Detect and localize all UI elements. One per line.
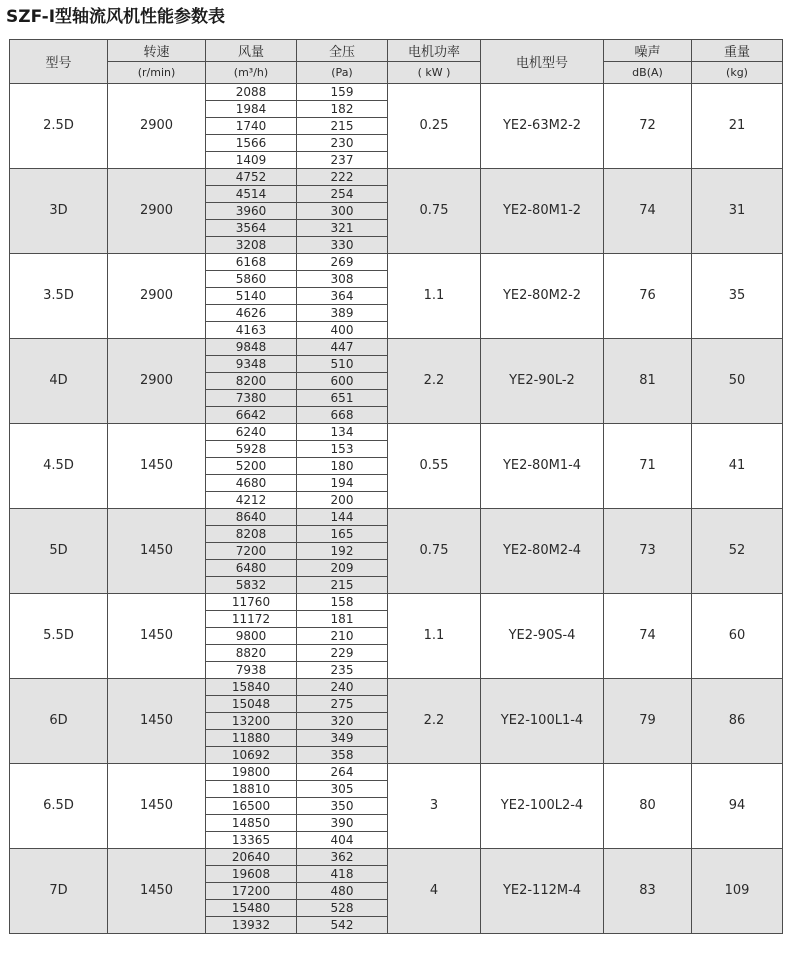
table-body [10, 84, 783, 934]
weight-cell: 50 [692, 339, 783, 424]
motor-cell: YE2-100L2-4 [481, 764, 604, 849]
speed-cell: 2900 [108, 254, 206, 339]
pressure-cell: 192 [297, 543, 388, 560]
pressure-cell: 180 [297, 458, 388, 475]
airflow-cell: 5140 [206, 288, 297, 305]
header-speed-unit: (r/min) [108, 62, 206, 84]
airflow-cell: 4514 [206, 186, 297, 203]
pressure-cell: 528 [297, 900, 388, 917]
pressure-cell: 330 [297, 237, 388, 254]
header-power-unit: ( kW ) [388, 62, 481, 84]
model-cell: 6D [10, 679, 108, 764]
power-cell: 0.75 [388, 509, 481, 594]
table-row [10, 339, 783, 356]
airflow-cell: 6240 [206, 424, 297, 441]
pressure-cell: 134 [297, 424, 388, 441]
header-power: 电机功率 [388, 40, 481, 62]
airflow-cell: 4626 [206, 305, 297, 322]
pressure-cell: 321 [297, 220, 388, 237]
pressure-cell: 364 [297, 288, 388, 305]
model-cell: 7D [10, 849, 108, 934]
power-cell: 0.55 [388, 424, 481, 509]
weight-cell: 86 [692, 679, 783, 764]
pressure-cell: 215 [297, 577, 388, 594]
pressure-cell: 404 [297, 832, 388, 849]
airflow-cell: 5860 [206, 271, 297, 288]
pressure-cell: 215 [297, 118, 388, 135]
header-noise: 噪声 [604, 40, 692, 62]
pressure-cell: 237 [297, 152, 388, 169]
speed-cell: 2900 [108, 339, 206, 424]
page-title: SZF-I型轴流风机性能参数表 [6, 7, 226, 27]
header-model: 型号 [10, 40, 108, 84]
pressure-cell: 389 [297, 305, 388, 322]
airflow-cell: 5200 [206, 458, 297, 475]
table-row [10, 169, 783, 186]
pressure-cell: 358 [297, 747, 388, 764]
airflow-cell: 11880 [206, 730, 297, 747]
airflow-cell: 9800 [206, 628, 297, 645]
model-cell: 4D [10, 339, 108, 424]
speed-cell: 1450 [108, 424, 206, 509]
pressure-cell: 159 [297, 84, 388, 101]
model-cell: 4.5D [10, 424, 108, 509]
model-cell: 5.5D [10, 594, 108, 679]
pressure-cell: 510 [297, 356, 388, 373]
header-motor: 电机型号 [481, 40, 604, 84]
model-cell: 2.5D [10, 84, 108, 169]
power-cell: 1.1 [388, 254, 481, 339]
pressure-cell: 362 [297, 849, 388, 866]
noise-cell: 74 [604, 169, 692, 254]
pressure-cell: 240 [297, 679, 388, 696]
header-weight: 重量 [692, 40, 783, 62]
airflow-cell: 8200 [206, 373, 297, 390]
airflow-cell: 7938 [206, 662, 297, 679]
weight-cell: 94 [692, 764, 783, 849]
weight-cell: 109 [692, 849, 783, 934]
weight-cell: 35 [692, 254, 783, 339]
weight-cell: 21 [692, 84, 783, 169]
airflow-cell: 3208 [206, 237, 297, 254]
airflow-cell: 4212 [206, 492, 297, 509]
airflow-cell: 18810 [206, 781, 297, 798]
noise-cell: 76 [604, 254, 692, 339]
airflow-cell: 15048 [206, 696, 297, 713]
airflow-cell: 6168 [206, 254, 297, 271]
airflow-cell: 9848 [206, 339, 297, 356]
airflow-cell: 2088 [206, 84, 297, 101]
airflow-cell: 11172 [206, 611, 297, 628]
pressure-cell: 651 [297, 390, 388, 407]
airflow-cell: 7380 [206, 390, 297, 407]
airflow-cell: 15480 [206, 900, 297, 917]
model-cell: 5D [10, 509, 108, 594]
header-pressure-unit: (Pa) [297, 62, 388, 84]
pressure-cell: 320 [297, 713, 388, 730]
weight-cell: 31 [692, 169, 783, 254]
pressure-cell: 275 [297, 696, 388, 713]
airflow-cell: 6642 [206, 407, 297, 424]
motor-cell: YE2-80M2-2 [481, 254, 604, 339]
airflow-cell: 8820 [206, 645, 297, 662]
airflow-cell: 17200 [206, 883, 297, 900]
motor-cell: YE2-90S-4 [481, 594, 604, 679]
power-cell: 1.1 [388, 594, 481, 679]
table-row [10, 679, 783, 696]
weight-cell: 52 [692, 509, 783, 594]
speed-cell: 1450 [108, 509, 206, 594]
table-row [10, 424, 783, 441]
pressure-cell: 308 [297, 271, 388, 288]
noise-cell: 72 [604, 84, 692, 169]
power-cell: 4 [388, 849, 481, 934]
power-cell: 2.2 [388, 679, 481, 764]
table-row [10, 849, 783, 866]
airflow-cell: 11760 [206, 594, 297, 611]
airflow-cell: 5928 [206, 441, 297, 458]
airflow-cell: 15840 [206, 679, 297, 696]
airflow-cell: 6480 [206, 560, 297, 577]
noise-cell: 81 [604, 339, 692, 424]
pressure-cell: 269 [297, 254, 388, 271]
pressure-cell: 390 [297, 815, 388, 832]
airflow-cell: 14850 [206, 815, 297, 832]
pressure-cell: 235 [297, 662, 388, 679]
noise-cell: 83 [604, 849, 692, 934]
header-pressure: 全压 [297, 40, 388, 62]
weight-cell: 60 [692, 594, 783, 679]
fan-spec-table [9, 39, 783, 934]
pressure-cell: 600 [297, 373, 388, 390]
noise-cell: 80 [604, 764, 692, 849]
pressure-cell: 668 [297, 407, 388, 424]
pressure-cell: 350 [297, 798, 388, 815]
power-cell: 2.2 [388, 339, 481, 424]
pressure-cell: 230 [297, 135, 388, 152]
model-cell: 3.5D [10, 254, 108, 339]
speed-cell: 1450 [108, 849, 206, 934]
pressure-cell: 209 [297, 560, 388, 577]
pressure-cell: 210 [297, 628, 388, 645]
airflow-cell: 19608 [206, 866, 297, 883]
power-cell: 0.25 [388, 84, 481, 169]
pressure-cell: 305 [297, 781, 388, 798]
airflow-cell: 8208 [206, 526, 297, 543]
speed-cell: 2900 [108, 84, 206, 169]
pressure-cell: 158 [297, 594, 388, 611]
airflow-cell: 13365 [206, 832, 297, 849]
airflow-cell: 4680 [206, 475, 297, 492]
pressure-cell: 349 [297, 730, 388, 747]
airflow-cell: 20640 [206, 849, 297, 866]
model-cell: 3D [10, 169, 108, 254]
noise-cell: 79 [604, 679, 692, 764]
power-cell: 3 [388, 764, 481, 849]
pressure-cell: 222 [297, 169, 388, 186]
motor-cell: YE2-80M1-4 [481, 424, 604, 509]
motor-cell: YE2-90L-2 [481, 339, 604, 424]
airflow-cell: 13932 [206, 917, 297, 934]
airflow-cell: 7200 [206, 543, 297, 560]
table-row [10, 764, 783, 781]
pressure-cell: 418 [297, 866, 388, 883]
noise-cell: 73 [604, 509, 692, 594]
pressure-cell: 300 [297, 203, 388, 220]
airflow-cell: 1566 [206, 135, 297, 152]
pressure-cell: 194 [297, 475, 388, 492]
header-airflow-unit: (m³/h) [206, 62, 297, 84]
table-row [10, 84, 783, 101]
weight-cell: 41 [692, 424, 783, 509]
pressure-cell: 264 [297, 764, 388, 781]
speed-cell: 1450 [108, 764, 206, 849]
motor-cell: YE2-80M1-2 [481, 169, 604, 254]
airflow-cell: 4752 [206, 169, 297, 186]
pressure-cell: 254 [297, 186, 388, 203]
airflow-cell: 8640 [206, 509, 297, 526]
table-row [10, 594, 783, 611]
pressure-cell: 165 [297, 526, 388, 543]
motor-cell: YE2-80M2-4 [481, 509, 604, 594]
airflow-cell: 3960 [206, 203, 297, 220]
pressure-cell: 542 [297, 917, 388, 934]
header-airflow: 风量 [206, 40, 297, 62]
noise-cell: 74 [604, 594, 692, 679]
header-unit-row [10, 62, 783, 84]
speed-cell: 1450 [108, 679, 206, 764]
pressure-cell: 182 [297, 101, 388, 118]
airflow-cell: 10692 [206, 747, 297, 764]
pressure-cell: 400 [297, 322, 388, 339]
speed-cell: 2900 [108, 169, 206, 254]
pressure-cell: 480 [297, 883, 388, 900]
header-noise-unit: dB(A) [604, 62, 692, 84]
airflow-cell: 1984 [206, 101, 297, 118]
airflow-cell: 5832 [206, 577, 297, 594]
power-cell: 0.75 [388, 169, 481, 254]
pressure-cell: 153 [297, 441, 388, 458]
airflow-cell: 1740 [206, 118, 297, 135]
pressure-cell: 181 [297, 611, 388, 628]
pressure-cell: 229 [297, 645, 388, 662]
motor-cell: YE2-63M2-2 [481, 84, 604, 169]
pressure-cell: 447 [297, 339, 388, 356]
table-row [10, 509, 783, 526]
motor-cell: YE2-100L1-4 [481, 679, 604, 764]
speed-cell: 1450 [108, 594, 206, 679]
airflow-cell: 13200 [206, 713, 297, 730]
header-speed: 转速 [108, 40, 206, 62]
noise-cell: 71 [604, 424, 692, 509]
pressure-cell: 144 [297, 509, 388, 526]
airflow-cell: 1409 [206, 152, 297, 169]
model-cell: 6.5D [10, 764, 108, 849]
motor-cell: YE2-112M-4 [481, 849, 604, 934]
airflow-cell: 16500 [206, 798, 297, 815]
pressure-cell: 200 [297, 492, 388, 509]
header-row [10, 40, 783, 62]
airflow-cell: 19800 [206, 764, 297, 781]
airflow-cell: 4163 [206, 322, 297, 339]
airflow-cell: 9348 [206, 356, 297, 373]
table-row [10, 254, 783, 271]
airflow-cell: 3564 [206, 220, 297, 237]
header-weight-unit: (kg) [692, 62, 783, 84]
